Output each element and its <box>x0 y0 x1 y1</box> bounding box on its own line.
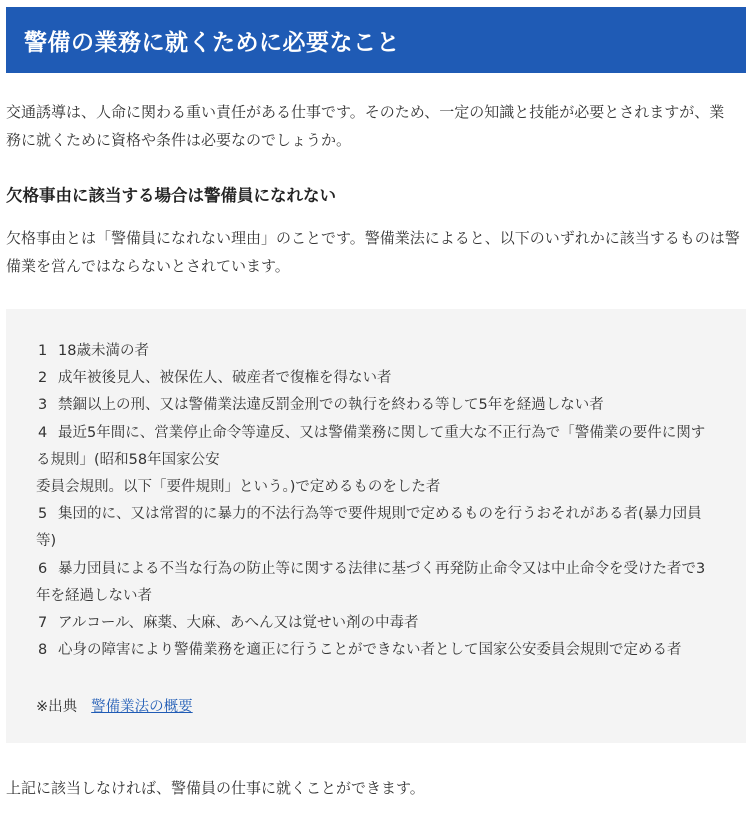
item-number: 2 <box>38 370 48 387</box>
item-number: 6 <box>38 560 48 577</box>
disqualification-list <box>36 338 716 664</box>
list-item <box>36 556 716 610</box>
source-citation <box>36 694 716 721</box>
item-number: 7 <box>38 615 48 632</box>
intro-paragraph: 交通誘導は、人命に関わる重い責任がある仕事です。そのため、一定の知識と技能が必要とされますが、業務に就くために資格や条件は必要なのでしょうか。 <box>6 103 725 149</box>
item-number: 5 <box>38 506 48 523</box>
item-number: 8 <box>38 642 48 659</box>
list-item <box>36 637 716 664</box>
list-item <box>36 420 716 502</box>
article <box>6 7 746 801</box>
item-text: 心身の障害により警備業務を適正に行うことができない者として国家公安委員会規則で定める者 <box>58 642 682 659</box>
item-text: アルコール、麻薬、大麻、あへん又は覚せい剤の中毒者 <box>58 615 419 632</box>
item-text: 集団的に、又は常習的に暴力的不法行為等で要件規則で定めるものを行うおそれがある者(暴力団員等) <box>36 506 702 550</box>
item-number: 1 <box>38 343 48 359</box>
item-text-continued: 委員会規則。以下「要件規則」という。)で定めるものをした者 <box>36 479 441 496</box>
source-link[interactable]: 警備業法の概要 <box>91 699 193 716</box>
list-item <box>36 610 716 637</box>
item-text: 禁錮以上の刑、又は警備業法違反罰金刑での執行を終わる等して5年を経過しない者 <box>58 397 604 414</box>
item-text: 暴力団員による不当な行為の防止等に関する法律に基づく再発防止命令又は中止命令を受けた者で3年を経過しない者 <box>36 560 706 604</box>
item-text: 最近5年間に、営業停止命令等違反、又は警備業務に関して重大な不正行為で「警備業の要件に関する規則」(昭和58年国家公安 <box>36 424 706 468</box>
list-item <box>36 392 716 419</box>
item-text: 成年被後見人、被保佐人、破産者で復権を得ない者 <box>58 370 392 387</box>
source-label: ※出典 <box>36 699 78 716</box>
item-number: 3 <box>38 397 48 414</box>
disqualification-box <box>6 309 746 743</box>
list-item <box>36 501 716 555</box>
section-description: 欠格事由とは「警備員になれない理由」のことです。警備業法によると、以下のいずれかに該当するものは警備業を営んではならないとされています。 <box>6 229 740 275</box>
list-item <box>36 338 716 365</box>
closing-paragraph: 上記に該当しなければ、警備員の仕事に就くことができます。 <box>6 779 425 798</box>
section-heading: 欠格事由に該当する場合は警備員になれない <box>6 186 336 205</box>
list-item <box>36 365 716 392</box>
item-text: 18歳未満の者 <box>58 343 149 359</box>
item-number: 4 <box>38 424 48 441</box>
page-title: 警備の業務に就くために必要なこと <box>24 29 400 56</box>
title-bar <box>6 7 746 73</box>
